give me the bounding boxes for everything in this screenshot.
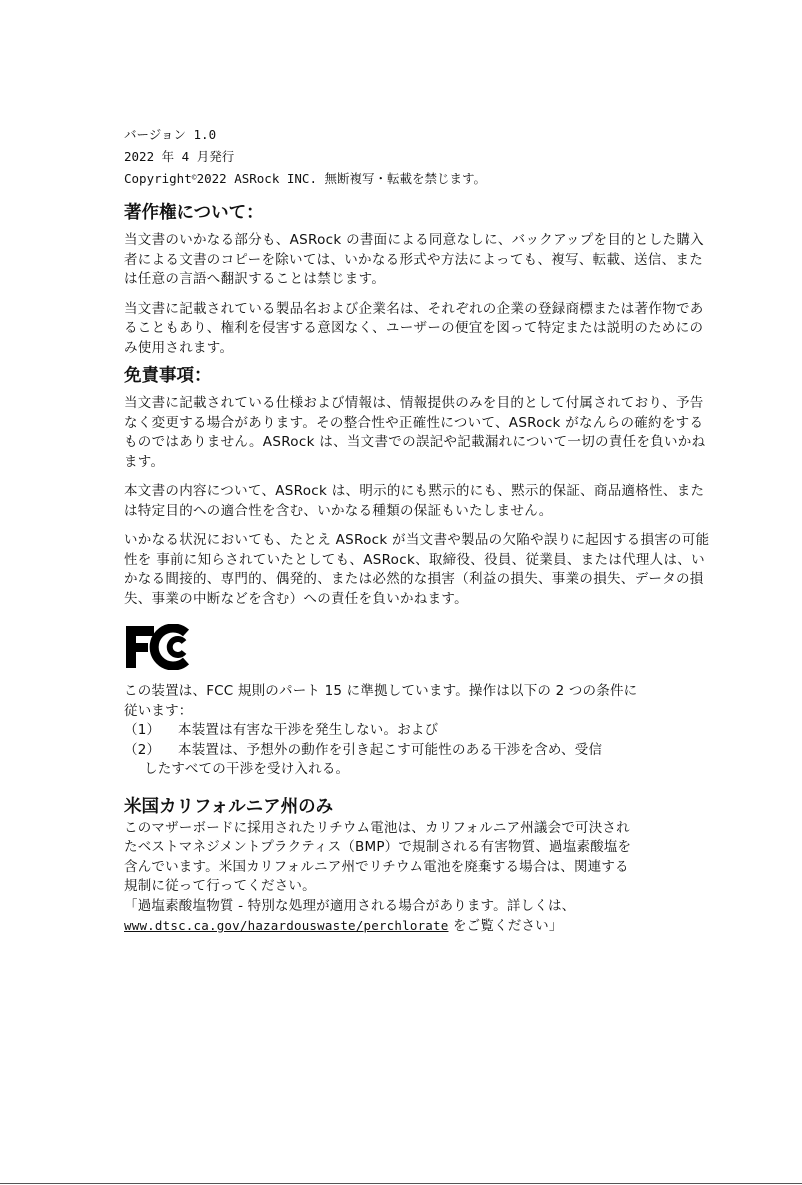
california-line-3: 含んでいます。米国カリフォルニア州でリチウム電池を廃棄する場合は、関連する bbox=[124, 858, 629, 875]
fcc-condition-1-number: （1） bbox=[124, 722, 161, 738]
issue-date-line: 2022 年 4 月発行 bbox=[124, 149, 235, 164]
fcc-condition-1 bbox=[124, 721, 714, 741]
copyright-paragraph-1: 当文書のいかなる部分も、ASRock の書面による同意なしに、バックアップを目的とした購入者による文書のコピーを除いては、いかなる形式や方法によっても、複写、転載、送信、または任意の言語へ翻訳することは禁じます。 bbox=[124, 232, 704, 287]
version-line: バージョン 1.0 bbox=[124, 127, 217, 142]
copyright-section-title: 著作権について： bbox=[124, 203, 264, 223]
disclaimer-paragraph-3: いかなる状況においても、たとえ ASRock が当文書や製品の欠陥や誤りに起因する損害の可能性を 事前に知らされていたとしても、ASRock、取締役、役員、従業員、または代理人は、いかなる間接的、専門的、偶発的、または必然的な損害（利益の損失、事業の損失、データの損失、事業の中断などを含む）への責任を負いかねます。 bbox=[124, 532, 710, 607]
dtsc-perchlorate-link[interactable]: www.dtsc.ca.gov/hazardouswaste/perchlorate bbox=[124, 918, 449, 933]
disclaimer-section-title: 免責事項： bbox=[124, 366, 212, 386]
california-line-5: 「過塩素酸塩物質 - 特別な処理が適用される場合があります。詳しくは、 bbox=[124, 897, 576, 914]
copyright-suffix: 2022 ASRock INC. 無断複写・転載を禁じます。 bbox=[196, 171, 486, 186]
california-link-line bbox=[124, 916, 714, 937]
fcc-condition-2-text: 本装置は、予想外の動作を引き起こす可能性のある干渉を含め、受信 bbox=[178, 741, 603, 758]
copyright-symbol: © bbox=[191, 173, 197, 182]
california-section-title: 米国カリフォルニア州のみ bbox=[124, 796, 334, 817]
copyright-line bbox=[124, 168, 714, 190]
california-line-1: このマザーボードに採用されたリチウム電池は、カリフォルニア州議会で可決され bbox=[124, 819, 630, 836]
fcc-condition-2 bbox=[124, 741, 714, 761]
link-suffix: をご覧ください」 bbox=[448, 918, 563, 934]
disclaimer-paragraph-1: 当文書に記載されている仕様および情報は、情報提供のみを目的として付属されており、予告なく変更する場合があります。その整合性や正確性について、ASRock がなんらの確約をするものではありません。ASRock は、当文書での誤記や記載漏れについて一切の責任を負いかねます。 bbox=[124, 395, 706, 470]
fcc-logo-icon bbox=[124, 624, 196, 670]
manual-page bbox=[124, 124, 714, 937]
fcc-condition-1-text: 本装置は有害な干渉を発生しない。および bbox=[178, 722, 439, 738]
fcc-statement bbox=[124, 682, 714, 780]
fcc-condition-2-continued: したすべての干渉を受け入れる。 bbox=[144, 761, 350, 777]
page-bottom-rule bbox=[0, 1183, 802, 1184]
california-line-2: たベストマネジメントプラクティス（BMP）で規制される有害物質、過塩素酸塩を bbox=[124, 839, 632, 855]
california-line-4: 規制に従って行ってください。 bbox=[124, 878, 316, 894]
copyright-prefix: Copyright bbox=[124, 171, 192, 186]
disclaimer-paragraph-2: 本文書の内容について、ASRock は、明示的にも黙示的にも、黙示的保証、商品適格性、または特定目的への適合性を含む、いかなる種類の保証もいたしません。 bbox=[124, 483, 705, 519]
fcc-condition-2-number: （2） bbox=[124, 741, 161, 758]
copyright-paragraph-2: 当文書に記載されている製品名および企業名は、それぞれの企業の登録商標または著作物であることもあり、権利を侵害する意図なく、ユーザーの便宜を図って特定または説明のためにのみ使用されます。 bbox=[124, 300, 704, 356]
fcc-line-2: 従います： bbox=[124, 702, 193, 719]
fcc-line-1: この装置は、FCC 規則のパート 15 に準拠しています。操作は以下の 2 つの条件に bbox=[124, 683, 638, 699]
